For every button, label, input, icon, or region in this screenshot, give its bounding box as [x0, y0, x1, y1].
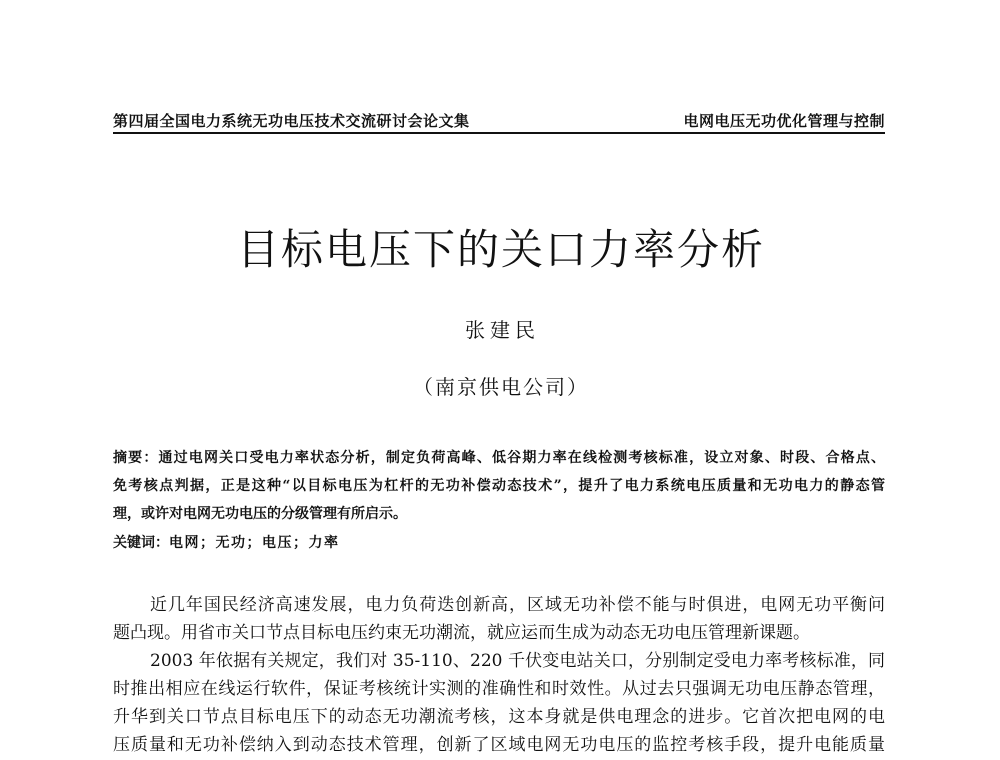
- abstract-line: 理，或许对电网无功电压的分级管理有所启示。: [113, 506, 407, 522]
- paper-title: 目标电压下的关口力率分析: [236, 225, 765, 274]
- author-affiliation: （南京供电公司）: [413, 375, 589, 399]
- body-line: 时推出相应在线运行软件，保证考核统计实测的准确性和时效性。从过去只强调无功电压静态管理，: [113, 679, 885, 699]
- body-line: 近几年国民经济高速发展，电力负荷迭创新高，区域无功补偿不能与时俱进，电网无功平衡问: [150, 595, 885, 615]
- body-line: 压质量和无功补偿纳入到动态技术管理，创新了区域电网无功电压的监控考核手段，提升电能质量: [113, 735, 885, 755]
- abstract-text: 通过电网关口受电力率状态分析，制定负荷高峰、低谷期力率在线检测考核标准，设立对象、时段、合格点、: [158, 450, 886, 466]
- keywords-label: 关键词：: [113, 535, 169, 551]
- body-paragraph: [113, 647, 885, 759]
- proceedings-title: 第四届全国电力系统无功电压技术交流研讨会论文集: [113, 112, 470, 130]
- abstract: [113, 444, 885, 528]
- running-header: [113, 110, 885, 134]
- abstract-line: 免考核点判据，正是这种“以目标电压为杠杆的无功补偿动态技术”，提升了电力系统电压质量和无功电力的静态管: [113, 478, 885, 494]
- keywords: [113, 529, 885, 557]
- body-line: 升华到关口节点目标电压下的动态无功潮流考核，这本身就是供电理念的进步。它首次把电网的电: [113, 707, 885, 727]
- body-paragraph: [113, 591, 885, 647]
- body-line: 2003 年依据有关规定，我们对 35-110、220 千伏变电站关口，分别制定受电力率考核标准，同: [150, 651, 885, 671]
- section-title: 电网电压无功优化管理与控制: [683, 112, 885, 130]
- keywords-list: 电网；无功；电压；力率: [169, 535, 340, 551]
- author-name: 张建民: [465, 318, 540, 342]
- body-text: [113, 591, 885, 759]
- abstract-line: [113, 444, 885, 472]
- abstract-label: 摘要：: [113, 450, 159, 466]
- body-line: 题凸现。用省市关口节点目标电压约束无功潮流，就应运而生成为动态无功电压管理新课题。: [113, 623, 810, 643]
